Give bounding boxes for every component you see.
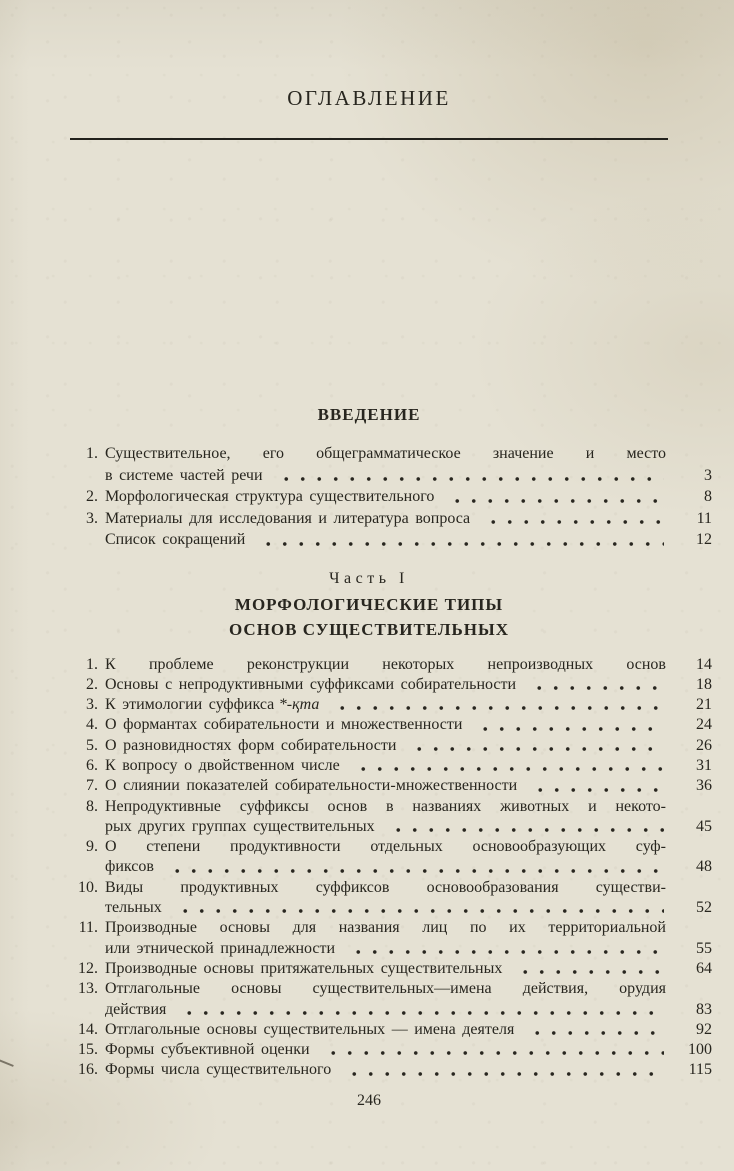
entry-number: 3. <box>86 696 98 714</box>
entry-number <box>72 529 98 551</box>
toc-entry <box>72 878 712 898</box>
toc-entry <box>72 529 712 551</box>
entry-text: Основы с непродуктивными суффиксами собирательности <box>105 675 517 693</box>
entry-indent <box>72 465 105 487</box>
dot-leader <box>525 675 664 695</box>
toc-entry <box>72 776 712 796</box>
entry-page-number: 8 <box>704 488 712 505</box>
toc-entry <box>72 655 712 675</box>
page-column-spacer <box>666 878 712 898</box>
dot-leader <box>171 898 664 918</box>
entry-indent <box>72 939 105 959</box>
part-title-line1: МОРФОЛОГИЧЕСКИЕ ТИПЫ <box>234 594 504 614</box>
scan-artifact <box>0 1059 14 1067</box>
toc-content <box>72 404 712 1111</box>
entry-text: в системе частей речи <box>105 466 263 484</box>
dot-leader <box>340 1060 664 1080</box>
entry-text: О разновидностях форм собирательности <box>105 736 397 754</box>
entry-page-number: 14 <box>696 655 712 673</box>
entry-text: Существительное, его общеграмматическое значение и место <box>105 445 666 462</box>
toc-entry <box>72 1060 712 1080</box>
entry-number: 7. <box>86 777 98 795</box>
dot-leader <box>405 736 664 756</box>
page-column-spacer <box>666 837 712 857</box>
entry-page-number: 36 <box>696 777 712 795</box>
entry-text: Формы числа существительного <box>105 1061 332 1079</box>
dot-leader <box>319 1040 664 1060</box>
entry-text: О слиянии показателей собирательности-множественности <box>105 777 518 795</box>
divider <box>70 138 668 140</box>
entry-page-number: 55 <box>696 939 712 957</box>
dot-leader <box>349 756 664 776</box>
entry-number: 13. <box>78 980 98 998</box>
toc-entry-continuation <box>72 817 712 837</box>
entry-suffix-italic: *-қта <box>278 696 320 714</box>
entry-indent <box>72 857 105 877</box>
toc-entry <box>72 508 712 530</box>
entry-page-number: 92 <box>696 1020 712 1038</box>
entry-text: тельных <box>105 899 162 917</box>
toc-list-part1 <box>72 655 712 1081</box>
entry-text: К проблеме реконструкции некоторых непроизводных основ <box>105 655 666 673</box>
entry-text-plain: К этимологии суффикса <box>105 696 275 714</box>
entry-number: 16. <box>78 1061 98 1079</box>
entry-number: 2. <box>86 675 98 693</box>
entry-page-number: 31 <box>696 756 712 774</box>
entry-number: 1. <box>86 655 98 673</box>
entry-text: О формантах собирательности и множественности <box>105 716 463 734</box>
entry-page-number: 21 <box>696 696 712 714</box>
entry-text: Материалы для исследования и литература вопроса <box>105 509 471 527</box>
entry-text: О степени продуктивности отдельных основообразующих суф- <box>105 838 666 856</box>
toc-entry <box>72 675 712 695</box>
toc-entry <box>72 959 712 979</box>
entry-page-number: 26 <box>696 736 712 754</box>
entry-number: 9. <box>86 838 98 856</box>
entry-page-number: 12 <box>696 531 712 548</box>
entry-page-number: 48 <box>696 858 712 876</box>
dot-leader <box>526 776 664 796</box>
toc-entry-continuation <box>72 1000 712 1020</box>
toc-entry-continuation <box>72 857 712 877</box>
entry-text: К вопросу о двойственном числе <box>105 756 340 774</box>
toc-entry <box>72 1020 712 1040</box>
entry-number: 4. <box>86 716 98 734</box>
dot-leader <box>254 529 664 551</box>
dot-leader <box>163 857 664 877</box>
entry-text: фиксов <box>105 858 154 876</box>
entry-number: 2. <box>86 488 98 505</box>
entry-text: Список сокращений <box>105 531 246 548</box>
entry-number: 8. <box>86 797 98 815</box>
entry-page-number: 52 <box>696 899 712 917</box>
entry-number: 10. <box>78 878 98 896</box>
entry-text: Морфологическая структура существительного <box>105 488 435 505</box>
dot-leader <box>272 465 664 487</box>
dot-leader <box>511 959 664 979</box>
toc-list-introduction <box>72 443 712 551</box>
entry-page-number: 3 <box>704 466 712 484</box>
entry-text: Отглагольные основы существительных—имена действия, орудия <box>105 980 666 998</box>
entry-indent <box>72 817 105 837</box>
entry-text <box>105 695 319 715</box>
entry-text: или этнической принадлежности <box>105 939 336 957</box>
page-title: ОГЛАВЛЕНИЕ <box>287 86 451 110</box>
dot-leader <box>443 486 664 508</box>
toc-entry <box>72 837 712 857</box>
entry-text: Производные основы для названия лиц по их территориальной <box>105 919 666 937</box>
toc-entry <box>72 443 712 465</box>
entry-page-number: 24 <box>696 716 712 734</box>
entry-page-number: 83 <box>696 1000 712 1018</box>
entry-text: Непродуктивные суффиксы основ в названиях животных и некото- <box>105 797 666 815</box>
dot-leader <box>384 817 664 837</box>
toc-entry <box>72 736 712 756</box>
entry-number: 12. <box>78 959 98 977</box>
section-heading-introduction: ВВЕДЕНИЕ <box>317 405 421 424</box>
toc-entry-continuation <box>72 939 712 959</box>
entry-text: Отглагольные основы существительных — имена деятеля <box>105 1020 515 1038</box>
entry-number: 6. <box>86 756 98 774</box>
entry-text: Формы субъективной оценки <box>105 1041 310 1059</box>
toc-entry-continuation <box>72 465 712 487</box>
entry-page-number: 45 <box>696 817 712 835</box>
entry-text: Производные основы притяжательных существительных <box>105 959 503 977</box>
entry-text: действия <box>105 1000 167 1018</box>
entry-indent <box>72 1000 105 1020</box>
page-column-spacer <box>666 979 712 999</box>
toc-entry <box>72 979 712 999</box>
toc-entry-continuation <box>72 898 712 918</box>
entry-number: 1. <box>86 445 98 462</box>
entry-number: 15. <box>78 1041 98 1059</box>
toc-entry <box>72 1040 712 1060</box>
entry-page-number: 18 <box>696 675 712 693</box>
part-title-line2: ОСНОВ СУЩЕСТВИТЕЛЬНЫХ <box>228 620 509 639</box>
entry-number: 11. <box>78 919 98 937</box>
dot-leader <box>175 1000 664 1020</box>
toc-entry <box>72 695 712 715</box>
part-label: Часть I <box>329 569 409 587</box>
dot-leader <box>523 1020 664 1040</box>
entry-page-number: 115 <box>688 1061 712 1079</box>
entry-page-number: 11 <box>696 509 712 527</box>
entry-indent <box>72 898 105 918</box>
dot-leader <box>471 715 664 735</box>
page-column-spacer <box>666 797 712 817</box>
toc-entry <box>72 797 712 817</box>
page-column-spacer <box>666 918 712 938</box>
entry-text: рых других группах существительных <box>105 817 375 835</box>
entry-number: 14. <box>78 1020 98 1038</box>
toc-entry <box>72 486 712 508</box>
toc-entry <box>72 715 712 735</box>
toc-entry <box>72 918 712 938</box>
part-title <box>72 592 666 643</box>
entry-number: 3. <box>86 509 98 527</box>
page-column-spacer <box>666 443 712 465</box>
toc-entry <box>72 756 712 776</box>
entry-text: Виды продуктивных суффиксов основообразования существи- <box>105 878 666 896</box>
folio-number: 246 <box>357 1091 381 1109</box>
entry-page-number: 100 <box>688 1041 712 1059</box>
entry-number: 5. <box>86 736 98 754</box>
dot-leader <box>328 695 664 715</box>
dot-leader <box>479 508 664 530</box>
dot-leader <box>344 939 664 959</box>
entry-page-number: 64 <box>696 959 712 977</box>
